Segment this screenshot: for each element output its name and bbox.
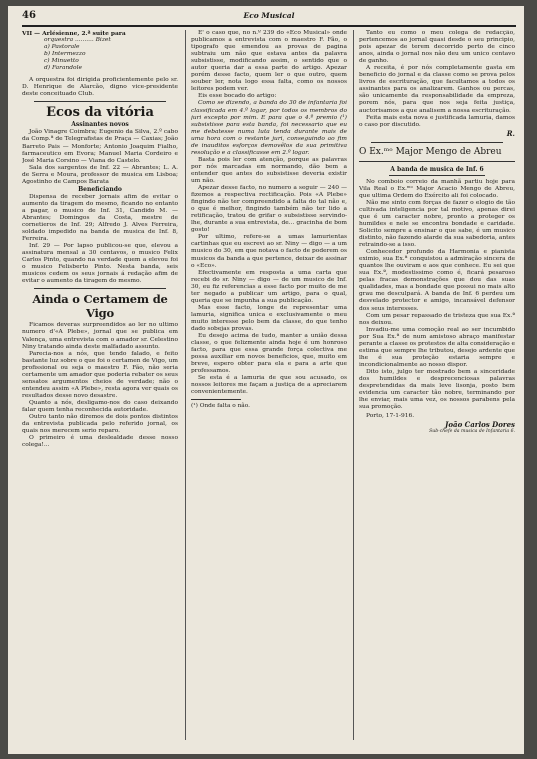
- paragraph: Ficamos deveras surpreendidos ao ler no ultimo numero d'«A Plebe», jornal que se publica em Valença, uma entrevista com o amador sr. Celestino Niny tratando ainda deste malfadado assunto.: [22, 322, 178, 350]
- paragraph: Conhecedor profundo da Harmonia e pianista eximio, sua Ex.ª conquistou a admiração sincera de quantos lhe ouviram e aos que conhece. Eu sei que sua Ex.ª, modestissimo como é, ficará pesaroso pelas fracas demonstrações que dou das suas qualidades, mas a bondade que possui no mais alto grau me desculpará. A banda de Inf. 6 perdeu um desvelado protector e amigo, incansável defensor dos seus interesses.: [359, 249, 515, 312]
- subheading-beneficiando: Beneficiando: [78, 185, 122, 193]
- paragraph: Dito isto, julgo ter mostrado bem a sinceridade dos humildes e desprecenciosas palavras despretendidas da mais leve lisonja, posto bem evidencia um caracter tão nobre, terminando por lhe enviar, mais uma vez, os nossos parabens pela sua promoção.: [359, 368, 515, 411]
- program-line: d) Farandole: [44, 65, 82, 72]
- paragraph: O primeiro é uma deslealdade desse nosso colega!...: [22, 435, 178, 449]
- paragraph: Se esta é a lamuria de que sou acusado, os nossos leitores me façam a justiça de a apreciarem convenientemente.: [191, 375, 347, 396]
- paragraph: A receita, é por nós completamente gasta em beneficio do jornal e da classe como se prova pelos livros de escrituração, que facultamos a todos os assinantes para os analizarem. Ganhos ou percas, são unicamente da responsabilidade da empreza, porem nós, para que nos seja feita justiça, auctorisamos a que analisem a nossa escrituração.: [359, 65, 515, 114]
- place-date: Porto, 17-1-916.: [366, 413, 415, 420]
- section-title-major: O Ex.ᵐᵒ Major Mengo de Abreu: [359, 146, 502, 157]
- newspaper-page: [8, 6, 524, 754]
- paragraph: Dispensa de receber jornais afim de evitar o aumento da tiragem do mesmo, ficando no entanto a pagar, o musico de Inf. 31, Candido M. — Abrantes; Domingos da Costa, mestre de cornetieros de Inf. 29; Alfredo J. Alves Ferreira, soldado impedido na banda de musica de Inf. 8, Ferreira.: [22, 193, 178, 243]
- header-rule: [22, 25, 516, 27]
- program-line: c) Minuetto: [44, 58, 79, 65]
- paragraph: Invadiu-me uma comoção real ao ser incumbido por Sua Ex.ª de num amistoso abraço manifestar perante a classe os protestos de alta consideração e estima que sempre lhe tributou, desejo ardente que lhe é sua proteção estaria sempre e incondicionalmente ao nosso dispor.: [359, 326, 515, 368]
- column-1: [22, 30, 178, 748]
- page-number: 46: [22, 10, 36, 21]
- section-rule: [34, 101, 166, 102]
- paragraph: Parecia-nos a nós, que tendo falado, e feito bastante luz sobre o que foi o certamen de Vigo, um profissional ou seja o maestro F. Fão, não seria certamente um amador que poderia rebater os seus sensatos argumentos cheios de verdade; não o entendeu assim «A Plebe», resta agora ver quais os resultados desse novo desastre.: [22, 350, 178, 399]
- paragraph: Tanto eu como o meu colega de redacção, pertencemos ao jornal quasi desde o seu principio, pois apezar de terem decorrido perto de cinco anos, ainda o jornal nos não deu um unico centavo de ganho.: [359, 30, 515, 65]
- footnote: (¹) Onde falta o não.: [191, 403, 250, 410]
- paragraph: Não me sinto com forças de fazer o elogio de tão cultivada inteligencia por tal motivo, apenas direi que é um caracter nobre, pronto a proteger os humildes e nele se encontra bondade e caridade. Solicito sempre a ensinar o que sabe, é um musico distinto, não fazendo alarde da sua sabedoria, antes retraindo-se a isso.: [359, 199, 515, 249]
- column-divider: [353, 30, 354, 740]
- paragraph: Com um pesar repassado de tristeza que sua Ex.ª nos deixou.: [359, 312, 515, 326]
- section-rule: [34, 288, 166, 289]
- program-line: a) Pastorale: [44, 44, 80, 51]
- paragraph: Efectivamente em resposta a uma carta que recebi do sr. Niny — digo — de um musico de Inf. 30, eu fiz referencias a esse facto por muito de me ter negado a publicar um artigo, para o qual, queria que se impunha a sua publicação.: [191, 269, 347, 304]
- paragraph: No comboio correio da manhã partiu hoje para Vila Real o Ex.ᵐᵒ Major Acacio Mengo de Abreu, que ultima Ordem do Exército ali foi colocado.: [359, 178, 515, 199]
- quoted-excerpt: Como se dizendo, a banda do 30 de infantaria foi classificada em 4.º logar, por todos os membros do juri excepto por mim. E para que o 4.º premio (¹) subsistisse para esta banda, foi necessario que eu me debatesse numa luta tenda durante mais de uma hora com o restante juri, conseguindo ao fim de inauditos esforços demovêlos da sua primitiva resolução e a classificasse em 2.º logar.: [191, 100, 347, 156]
- paragraph: Por ultimo, refere-se a umas lamurientas cartinhas que eu escrevi ao sr. Niny — digo — a um musico do 30, em que notava o facto de poderem os musicos da banda a que pertence, deixar de assinar o «Eco».: [191, 234, 347, 269]
- column-divider: [185, 30, 186, 740]
- page-header: [22, 10, 516, 24]
- title-rule: [359, 161, 515, 162]
- subheading-assinantes: Assinantes novos: [71, 121, 129, 129]
- paragraph: Mas esse facto, longe de representar uma lamuria, significa unica e exclusivamente o meu muito interesse pelo bem da classe, do que tenho dado sobejas provas.: [191, 304, 347, 332]
- program-line: orquestra .......... Bizet: [44, 37, 111, 44]
- paragraph: Quanto a nós, desligamo-nos do caso deixando falar quem tenha reconhecida autoridade.: [22, 399, 178, 413]
- paragraph: Eu desejo acima de tudo, manter a união dessa classe, o que felizmente ainda hoje é um honroso facto, para que essa grande força colectiva me possa auxiliar em novos beneficios, que, muito em breve, espero obter para ela e para a arte que professamos.: [191, 333, 347, 375]
- paragraph: João Vinagre Coimbra; Eugenio da Silva, 2.º cabo da Comp.ª de Telegrafistas de Praça — Caxias; João Barreto Pais — Monforte; Antonio Joaquim Fialho, farmaceutico em Evora; Manuel Maria Cordeiro e José Maria Corsino — Viana do Castelo.: [22, 129, 178, 164]
- column-3: [359, 30, 515, 748]
- program-note: A orquestra foi dirigida proficientemente pelo sr. D. Henrique de Alarcão, digno vice-presidente deste conceituado Club.: [22, 77, 178, 98]
- paragraph: Outro tanto não diremos de dois pontos distintos da entrevista publicada pelo referido jornal, os quais nos merecem serio reparo.: [22, 414, 178, 435]
- paragraph: Apezar desse facto, no numero a seguir — 240 — fizemos a respectiva rectificação. Pois «A Plebe» fingindo não ter compreendido a falta do tal não e, o que é melhor, fingindo também não ter lido a retificação, tratou de grifar o subsistisse servindo-lhe, durante a sua entrevista, de... gracinha de bom gosto!: [191, 185, 347, 234]
- section-title-ecos: Ecos da vitória: [46, 105, 154, 121]
- author-initial: R.: [506, 128, 515, 138]
- section-rule: [371, 142, 503, 143]
- section-title-certamen: Ainda o Certamem de Vigo: [32, 292, 168, 321]
- subtitle-banda: A banda de musica de Inf. 6: [390, 165, 484, 173]
- masthead-title: Eco Musical: [243, 11, 295, 20]
- subtitle-rule: [389, 175, 485, 176]
- paragraph: E' o caso que, no n.º 239 do «Eco Musical» onde publicamos a entrevista com o maestro F. Fão, o tipografo que emendou as provas de pagina subtraiu um não que estava antes da palavra subsistisse, modificando assim, o sentido que o autor queria dar a essa parte do artigo. Apezar porém desse facto, quem ler o que outro, quem souber ler, nota logo essa falta, como os nossos leitores podem ver.: [191, 30, 347, 93]
- signature-role: Sub-chefe da musica de Infantaria 6.: [429, 429, 515, 435]
- concert-program: [22, 30, 178, 72]
- signature: João Carlos Dores: [445, 420, 515, 430]
- footnote-rule: [191, 399, 241, 400]
- program-line: b) Intermezzo: [44, 51, 86, 58]
- paragraph: Eis esse bocado do artigo:: [198, 93, 277, 100]
- program-line: VII — Arlésienne, 2.ª suite para: [22, 30, 126, 37]
- paragraph: Inf. 29 — Por lapso publicou-se que, elevou a assinatura mensal a 30 centavos, o musico Felix Carlos Pinto, quando na verdade quem a elevou foi o musico Felisberto Pinto. Nesta banda, seis musicos cedem os seus jornais á redação afim de evitar o aumento da tiragem do mesmo.: [22, 243, 178, 285]
- paragraph: Feita mais esta nova e justificada lamuria, damos o caso por discutido.: [359, 114, 515, 128]
- paragraph: Sala dos sargentos de Inf. 22 — Abrantes; L. A. de Serra e Moura, professor de musica em Lisboa; Agostinho de Campos Barata: [22, 164, 178, 185]
- paragraph: Basta pois ler com atenção, porque as palavras por nós marcadas em normando, dão bem a entender que antes do subsistisse deveria existir um não.: [191, 156, 347, 184]
- column-2: [191, 30, 347, 748]
